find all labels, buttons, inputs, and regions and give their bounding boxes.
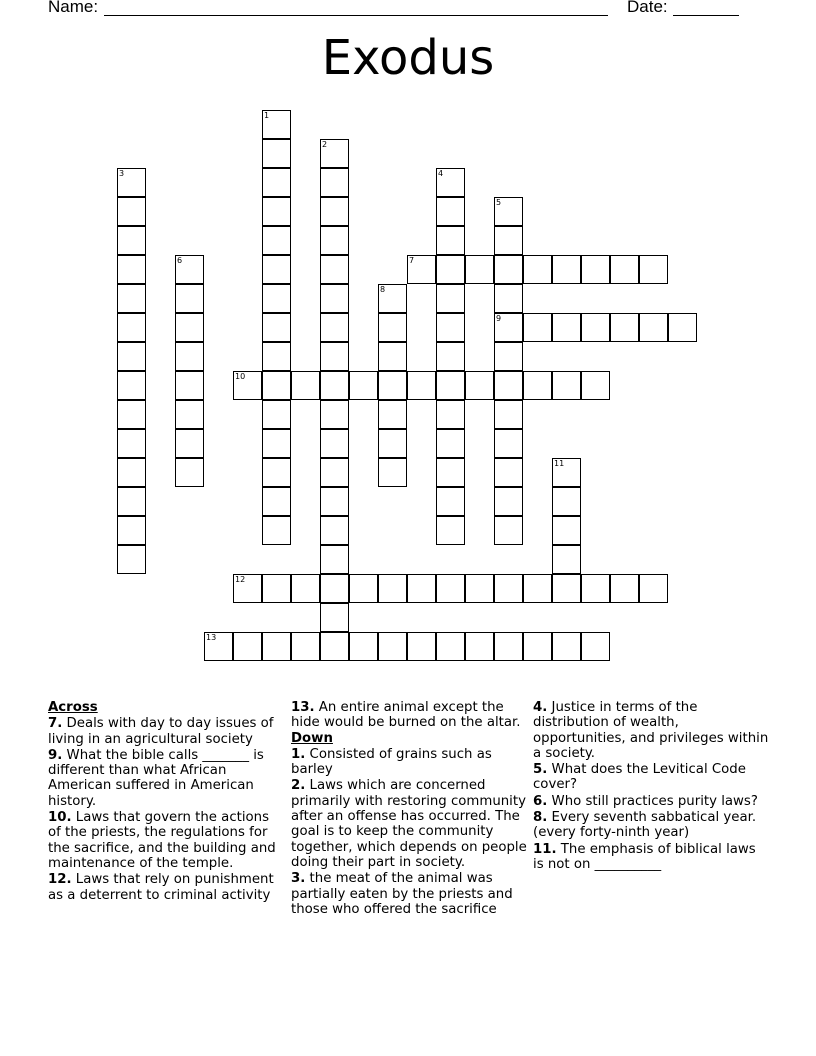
- clue-across-10: 10. Laws that govern the actions of the priests, the regulations for the sacrifice, and the building and maintenance of the temple.: [48, 810, 276, 871]
- clue-column-3: [533, 700, 769, 872]
- grid-cell[interactable]: [262, 226, 291, 255]
- puzzle-title: Exodus: [321, 30, 495, 86]
- cell-number: 13: [206, 633, 217, 642]
- grid-cell[interactable]: [639, 255, 668, 284]
- grid-cell[interactable]: [378, 284, 407, 313]
- grid-cell[interactable]: [233, 371, 262, 400]
- grid-cell[interactable]: [465, 255, 494, 284]
- grid-cell[interactable]: [436, 284, 465, 313]
- grid-cell[interactable]: [494, 574, 523, 603]
- grid-cell[interactable]: [407, 371, 436, 400]
- grid-cell[interactable]: [465, 574, 494, 603]
- grid-cell[interactable]: [117, 458, 146, 487]
- clue-across-13: 13. An entire animal except the hide would be burned on the altar.: [291, 700, 521, 731]
- grid-cell[interactable]: [523, 371, 552, 400]
- down-heading: Down: [291, 730, 333, 746]
- grid-cell[interactable]: [320, 255, 349, 284]
- clue-down-8: 8. Every seventh sabbatical year. (every forty-ninth year): [533, 810, 757, 841]
- grid-cell[interactable]: [639, 313, 668, 342]
- grid-cell[interactable]: [262, 516, 291, 545]
- clue-down-6: 6. Who still practices purity laws?: [533, 793, 758, 809]
- grid-cell[interactable]: [378, 632, 407, 661]
- grid-cell[interactable]: [407, 632, 436, 661]
- cell-number: 10: [235, 372, 246, 381]
- grid-cell[interactable]: [581, 313, 610, 342]
- grid-cell[interactable]: [117, 197, 146, 226]
- grid-cell[interactable]: [117, 342, 146, 371]
- grid-cell[interactable]: [291, 574, 320, 603]
- grid-cell[interactable]: [320, 371, 349, 400]
- date-label: Date:: [627, 0, 668, 16]
- grid-cell[interactable]: [436, 574, 465, 603]
- grid-cell[interactable]: [175, 458, 204, 487]
- grid-cell[interactable]: [233, 574, 262, 603]
- grid-cell[interactable]: [494, 197, 523, 226]
- cell-number: 4: [438, 169, 444, 178]
- grid-cell[interactable]: [117, 255, 146, 284]
- grid-cell[interactable]: [117, 284, 146, 313]
- grid-cell[interactable]: [523, 313, 552, 342]
- grid-cell[interactable]: [262, 255, 291, 284]
- grid-cell[interactable]: [320, 342, 349, 371]
- grid-cell[interactable]: [320, 458, 349, 487]
- grid-cell[interactable]: [262, 342, 291, 371]
- cell-number: 2: [322, 140, 328, 149]
- cell-number: 6: [177, 256, 183, 265]
- grid-cell[interactable]: [552, 313, 581, 342]
- grid-cell[interactable]: [378, 458, 407, 487]
- across-heading: Across: [48, 700, 98, 715]
- grid-cell[interactable]: [204, 632, 233, 661]
- grid-cell[interactable]: [175, 284, 204, 313]
- clue-column-2: [291, 700, 527, 917]
- grid-cell[interactable]: [581, 255, 610, 284]
- grid-cell[interactable]: [320, 487, 349, 516]
- grid-cell[interactable]: [494, 429, 523, 458]
- cell-number: 1: [264, 111, 270, 120]
- grid-cell[interactable]: [262, 429, 291, 458]
- grid-cell[interactable]: [436, 632, 465, 661]
- grid-cell[interactable]: [175, 371, 204, 400]
- grid-cell[interactable]: [436, 400, 465, 429]
- clue-across-9: 9. What the bible calls _______ is different than what African American suffered in American history.: [48, 747, 264, 809]
- grid-cell[interactable]: [262, 313, 291, 342]
- grid-cell[interactable]: [378, 371, 407, 400]
- grid-cell[interactable]: [262, 110, 291, 139]
- grid-cell[interactable]: [175, 342, 204, 371]
- grid-cell[interactable]: [378, 429, 407, 458]
- grid-cell[interactable]: [581, 371, 610, 400]
- grid-cell[interactable]: [320, 574, 349, 603]
- grid-cell[interactable]: [407, 574, 436, 603]
- grid-cell[interactable]: [494, 400, 523, 429]
- grid-cell[interactable]: [262, 168, 291, 197]
- grid-cell[interactable]: [262, 371, 291, 400]
- grid-cell[interactable]: [117, 313, 146, 342]
- grid-cell[interactable]: [436, 313, 465, 342]
- grid-cell[interactable]: [262, 632, 291, 661]
- grid-cell[interactable]: [436, 458, 465, 487]
- grid-cell[interactable]: [436, 197, 465, 226]
- grid-cell[interactable]: [610, 574, 639, 603]
- grid-cell[interactable]: [552, 545, 581, 574]
- grid-cell[interactable]: [117, 487, 146, 516]
- grid-cell[interactable]: [494, 371, 523, 400]
- grid-cell[interactable]: [262, 139, 291, 168]
- grid-cell[interactable]: [320, 226, 349, 255]
- grid-cell[interactable]: [320, 284, 349, 313]
- grid-cell[interactable]: [581, 632, 610, 661]
- clue-across-12: 12. Laws that rely on punishment as a deterrent to criminal activity: [48, 872, 274, 903]
- grid-cell[interactable]: [610, 313, 639, 342]
- grid-cell[interactable]: [581, 574, 610, 603]
- grid-cell[interactable]: [175, 255, 204, 284]
- grid-cell[interactable]: [552, 632, 581, 661]
- cell-number: 3: [119, 169, 125, 178]
- grid-cell[interactable]: [320, 516, 349, 545]
- grid-cell[interactable]: [610, 255, 639, 284]
- grid-cell[interactable]: [436, 371, 465, 400]
- grid-cell[interactable]: [117, 400, 146, 429]
- grid-cell[interactable]: [320, 632, 349, 661]
- cell-number: 5: [496, 198, 502, 207]
- grid-cell[interactable]: [262, 400, 291, 429]
- clue-down-3: 3. the meat of the animal was partially eaten by the priests and those who offered the sacrifice: [291, 871, 513, 917]
- grid-cell[interactable]: [378, 313, 407, 342]
- grid-cell[interactable]: [349, 371, 378, 400]
- grid-cell[interactable]: [117, 516, 146, 545]
- grid-cell[interactable]: [117, 168, 146, 197]
- cell-number: 9: [496, 314, 502, 323]
- grid-cell[interactable]: [349, 574, 378, 603]
- grid-cell[interactable]: [262, 458, 291, 487]
- grid-cell[interactable]: [436, 429, 465, 458]
- clue-down-4: 4. Justice in terms of the distribution of wealth, opportunities, and privileges within a society.: [533, 700, 769, 761]
- cell-number: 8: [380, 285, 386, 294]
- grid-cell[interactable]: [320, 168, 349, 197]
- grid-cell[interactable]: [320, 400, 349, 429]
- grid-cell[interactable]: [320, 429, 349, 458]
- grid-cell[interactable]: [117, 226, 146, 255]
- grid-cell[interactable]: [378, 574, 407, 603]
- grid-cell[interactable]: [291, 371, 320, 400]
- clue-across-7: 7. Deals with day to day issues of living in an agricultural society: [48, 716, 274, 747]
- clue-column-1: [48, 700, 284, 903]
- grid-cell[interactable]: [175, 429, 204, 458]
- grid-cell[interactable]: [494, 226, 523, 255]
- grid-cell[interactable]: [494, 458, 523, 487]
- grid-cell[interactable]: [233, 632, 262, 661]
- grid-cell[interactable]: [378, 400, 407, 429]
- grid-cell[interactable]: [378, 342, 407, 371]
- grid-cell[interactable]: [523, 632, 552, 661]
- grid-cell[interactable]: [494, 516, 523, 545]
- grid-cell[interactable]: [262, 197, 291, 226]
- grid-cell[interactable]: [175, 313, 204, 342]
- grid-cell[interactable]: [117, 429, 146, 458]
- clue-down-5: 5. What does the Levitical Code cover?: [533, 762, 746, 793]
- grid-cell[interactable]: [668, 313, 697, 342]
- grid-cell[interactable]: [320, 197, 349, 226]
- grid-cell[interactable]: [494, 313, 523, 342]
- grid-cell[interactable]: [494, 284, 523, 313]
- grid-cell[interactable]: [320, 313, 349, 342]
- name-line[interactable]: [104, 15, 608, 16]
- grid-cell[interactable]: [436, 487, 465, 516]
- grid-cell[interactable]: [552, 255, 581, 284]
- grid-cell[interactable]: [117, 371, 146, 400]
- grid-cell[interactable]: [436, 168, 465, 197]
- grid-cell[interactable]: [291, 632, 320, 661]
- grid-cell[interactable]: [436, 226, 465, 255]
- grid-cell[interactable]: [436, 516, 465, 545]
- grid-cell[interactable]: [320, 139, 349, 168]
- grid-cell[interactable]: [349, 632, 378, 661]
- grid-cell[interactable]: [436, 255, 465, 284]
- date-line[interactable]: [673, 15, 739, 16]
- name-label: Name:: [48, 0, 99, 16]
- grid-cell[interactable]: [552, 371, 581, 400]
- grid-cell[interactable]: [320, 545, 349, 574]
- grid-cell[interactable]: [262, 487, 291, 516]
- cell-number: 11: [554, 459, 565, 468]
- grid-cell[interactable]: [262, 284, 291, 313]
- cell-number: 12: [235, 575, 246, 584]
- grid-cell[interactable]: [494, 632, 523, 661]
- grid-cell[interactable]: [523, 574, 552, 603]
- grid-cell[interactable]: [639, 574, 668, 603]
- clue-down-2: 2. Laws which are concerned primarily with restoring community after an offense has occurred. The goal is to keep the community together, which depends on people doing their part in society.: [291, 778, 527, 870]
- grid-cell[interactable]: [407, 255, 436, 284]
- cell-number: 7: [409, 256, 415, 265]
- grid-cell[interactable]: [117, 545, 146, 574]
- grid-cell[interactable]: [552, 574, 581, 603]
- clue-down-1: 1. Consisted of grains such as barley: [291, 746, 492, 778]
- grid-cell[interactable]: [465, 371, 494, 400]
- grid-cell[interactable]: [465, 632, 494, 661]
- grid-cell[interactable]: [436, 342, 465, 371]
- grid-cell[interactable]: [175, 400, 204, 429]
- grid-cell[interactable]: [262, 574, 291, 603]
- grid-cell[interactable]: [494, 342, 523, 371]
- grid-cell[interactable]: [494, 487, 523, 516]
- grid-cell[interactable]: [320, 603, 349, 632]
- grid-cell[interactable]: [552, 516, 581, 545]
- clue-down-11: 11. The emphasis of biblical laws is not on __________: [533, 841, 756, 872]
- grid-cell[interactable]: [552, 458, 581, 487]
- grid-cell[interactable]: [552, 487, 581, 516]
- grid-cell[interactable]: [523, 255, 552, 284]
- grid-cell[interactable]: [494, 255, 523, 284]
